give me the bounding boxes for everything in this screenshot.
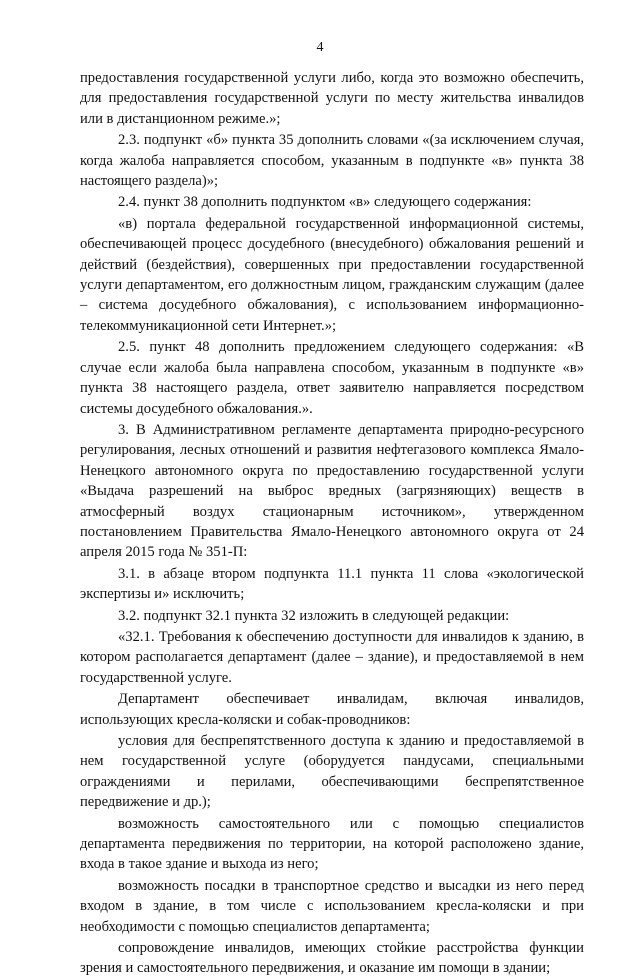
paragraph-2-4: 2.4. пункт 38 дополнить подпунктом «в» следующего содержания:: [118, 194, 532, 211]
paragraph-1: предоставления государственной услуги либо, когда это возможно обеспечить, для предоставления государственной услуги по месту жительства инвалидов или в дистанционном режиме.»;: [80, 70, 584, 127]
paragraph-department: Департамент обеспечивает инвалидам, включая инвалидов, использующих кресла-коляски и собак-проводников:: [80, 691, 584, 728]
document-body: [80, 68, 584, 979]
paragraph-2-3: 2.3. подпункт «б» пункта 35 дополнить словами «(за исключением случая, когда жалоба направляется способом, указанным в подпункте «в» пункта 38 настоящего раздела)»;: [80, 132, 584, 190]
paragraph-2-5: 2.5. пункт 48 дополнить предложением следующего содержания: «В случае если жалоба была направлена способом, указанным в подпункте «в» пункта 38 настоящего раздела, ответ заявителю направляется посредством системы досудебного обжалования.».: [80, 339, 584, 417]
paragraph-3-2: 3.2. подпункт 32.1 пункта 32 изложить в следующей редакции:: [118, 607, 510, 624]
paragraph-movement: возможность самостоятельного или с помощью специалистов департамента передвижения по территории, на которой расположено здание, входа в такое здание и выхода из него;: [80, 815, 584, 873]
paragraph-conditions: условия для беспрепятственного доступа к зданию и предоставляемой в нем государственной услуге (оборудуется пандусами, специальными ограждениями и перилами, обеспечивающими беспрепятственное передвижение и др.);: [80, 733, 584, 811]
paragraph-32-1: «32.1. Требования к обеспечению доступности для инвалидов к зданию, в котором располагается департамент (далее – здание), и предоставляемой в нем государственной услуге.: [80, 628, 584, 686]
paragraph-3-1: 3.1. в абзаце втором подпункта 11.1 пункта 11 слова «экологической экспертизы и» исключить;: [80, 565, 584, 603]
page-number: 4: [316, 40, 324, 55]
paragraph-2-4-v: «в) портала федеральной государственной информационной системы, обеспечивающей процесс досудебного (внесудебного) обжалования решений и действий (бездействия), совершенных при предоставлении государственной услуги департаментом, его должностным лицом, гражданским служащим (далее – система досудебного обжалования), с использованием информационно-телекоммуникационной сети Интернет.»;: [80, 215, 584, 334]
paragraph-3: 3. В Административном регламенте департамента природно-ресурсного регулирования, лесных отношений и развития нефтегазового комплекса Ямало-Ненецкого автономного округа по предоставлению государственной услуги «Выдача разрешений на выброс вредных (загрязняющих) веществ в атмосферный воздух стационарным источником», утвержденном постановлением Правительства Ямало-Ненецкого автономного округа от 24 апреля 2015 года № 351-П:: [80, 421, 584, 561]
paragraph-escort: сопровождение инвалидов, имеющих стойкие расстройства функции зрения и самостоятельного передвижения, и оказание им помощи в здании;: [80, 940, 584, 977]
paragraph-boarding: возможность посадки в транспортное средство и высадки из него перед входом в здание, в том числе с использованием кресла-коляски и при необходимости с помощью специалистов департамента;: [80, 877, 584, 935]
